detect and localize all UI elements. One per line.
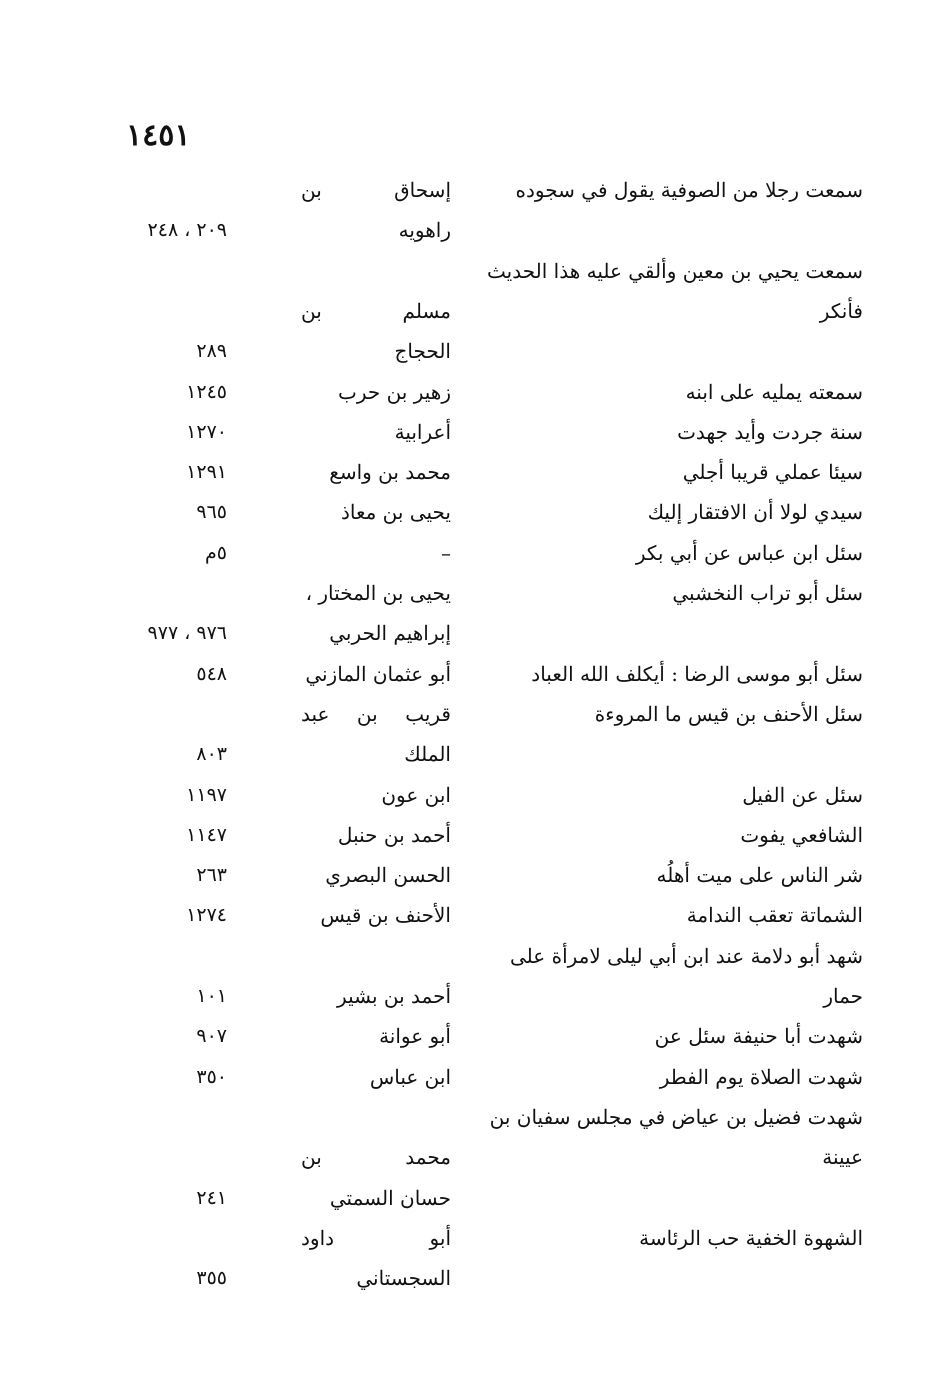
entry-name: يحيى بن معاذ bbox=[340, 500, 451, 524]
entry-text: شر الناس على ميت أهلُه bbox=[656, 863, 863, 887]
entry-text: سنة جردت وأيد جهدت bbox=[677, 420, 863, 444]
entry-text: سيئا عملي قريبا أجلي bbox=[682, 460, 863, 484]
page-number: ١٤٥١ bbox=[126, 118, 191, 153]
entry-text: الشافعي يفوت bbox=[740, 823, 863, 847]
entry-name: محمد بن واسع bbox=[329, 460, 451, 484]
entry-text: الشماتة تعقب الندامة bbox=[686, 903, 863, 927]
entry-name: أبو عوانة bbox=[379, 1024, 451, 1048]
entry-reference: ١١٩٧ bbox=[186, 784, 227, 806]
entry-name: أبو داود bbox=[301, 1226, 451, 1250]
entry-name: ابن عباس bbox=[369, 1065, 451, 1089]
entry-name: – bbox=[441, 541, 451, 565]
entry-text: حمار bbox=[823, 984, 863, 1008]
entry-text: شهدت الصلاة يوم الفطر bbox=[659, 1065, 863, 1089]
entry-text: عيينة bbox=[822, 1145, 863, 1169]
entry-name: زهير بن حرب bbox=[337, 380, 451, 404]
entry-text: شهدت أبا حنيفة سئل عن bbox=[654, 1024, 863, 1048]
entry-reference: ٢٨٩ bbox=[196, 340, 227, 362]
entry-name: الملك bbox=[404, 742, 451, 766]
entry-name: أعرابية bbox=[394, 420, 451, 444]
entry-name: أحمد بن بشير bbox=[337, 984, 451, 1008]
entry-name: السجستاني bbox=[356, 1266, 451, 1290]
entry-name: الأحنف بن قيس bbox=[320, 903, 451, 927]
entry-reference: ١١٤٧ bbox=[186, 824, 227, 846]
entry-reference: ٩٧٦ ، ٩٧٧ bbox=[147, 622, 227, 644]
entry-text: شهدت فضيل بن عياض في مجلس سفيان بن bbox=[489, 1105, 863, 1129]
entry-reference: ٢٠٩ ، ٢٤٨ bbox=[147, 219, 227, 241]
entry-name: الحسن البصري bbox=[325, 863, 451, 887]
entry-text: سيدي لولا أن الافتقار إليك bbox=[647, 500, 863, 524]
entry-text: سئل عن الفيل bbox=[742, 783, 863, 807]
entry-name: إسحاق بن bbox=[301, 178, 451, 202]
entry-name: قريب بن عبد bbox=[301, 702, 451, 726]
entry-reference: ٣٥٥ bbox=[196, 1267, 227, 1289]
entry-name: محمد بن bbox=[301, 1145, 451, 1169]
entry-name: أبو عثمان المازني bbox=[305, 662, 451, 686]
entry-reference: ٣٥٠ bbox=[196, 1066, 227, 1088]
entry-reference: ٩٠٧ bbox=[196, 1025, 227, 1047]
entry-reference: ١٢٧٠ bbox=[186, 421, 227, 443]
entry-text: سمعته يمليه على ابنه bbox=[685, 380, 863, 404]
entry-text: الشهوة الخفية حب الرئاسة bbox=[639, 1226, 863, 1250]
entry-text: سئل الأحنف بن قيس ما المروءة bbox=[594, 702, 863, 726]
entry-text: سمعت رجلا من الصوفية يقول في سجوده bbox=[515, 178, 863, 202]
entry-name: يحيى بن المختار ، bbox=[305, 581, 451, 605]
entry-reference: ٢٦٣ bbox=[196, 864, 227, 886]
entry-reference: ١٢٤٥ bbox=[186, 381, 227, 403]
entry-text: فأنكر bbox=[819, 299, 863, 323]
entry-name: الحجاج bbox=[394, 339, 451, 363]
entry-reference: ٥٤٨ bbox=[196, 663, 227, 685]
entry-reference: ١٢٧٤ bbox=[186, 904, 227, 926]
entry-text: سئل أبو موسى الرضا : أيكلف الله العباد bbox=[531, 662, 863, 686]
entry-text: سمعت يحيي بن معين وألقي عليه هذا الحديث bbox=[487, 259, 863, 283]
entry-name: حسان السمتي bbox=[329, 1186, 451, 1210]
entry-reference: ١٢٩١ bbox=[186, 461, 227, 483]
entry-name: راهويه bbox=[398, 218, 451, 242]
entry-reference: ٨٠٣ bbox=[196, 743, 227, 765]
entry-reference: ٢٤١ bbox=[196, 1187, 227, 1209]
entry-reference: ١٠١ bbox=[196, 985, 227, 1007]
entry-reference: ٥م bbox=[205, 542, 227, 564]
entry-text: شهد أبو دلامة عند ابن أبي ليلى لامرأة على bbox=[510, 944, 863, 968]
entry-name: أحمد بن حنبل bbox=[337, 823, 451, 847]
entry-text: سئل ابن عباس عن أبي بكر bbox=[635, 541, 863, 565]
entry-name: مسلم بن bbox=[301, 299, 451, 323]
entry-reference: ٩٦٥ bbox=[196, 501, 227, 523]
entry-name: إبراهيم الحربي bbox=[329, 621, 451, 645]
entry-text: سئل أبو تراب النخشبي bbox=[672, 581, 863, 605]
entry-name: ابن عون bbox=[381, 783, 451, 807]
